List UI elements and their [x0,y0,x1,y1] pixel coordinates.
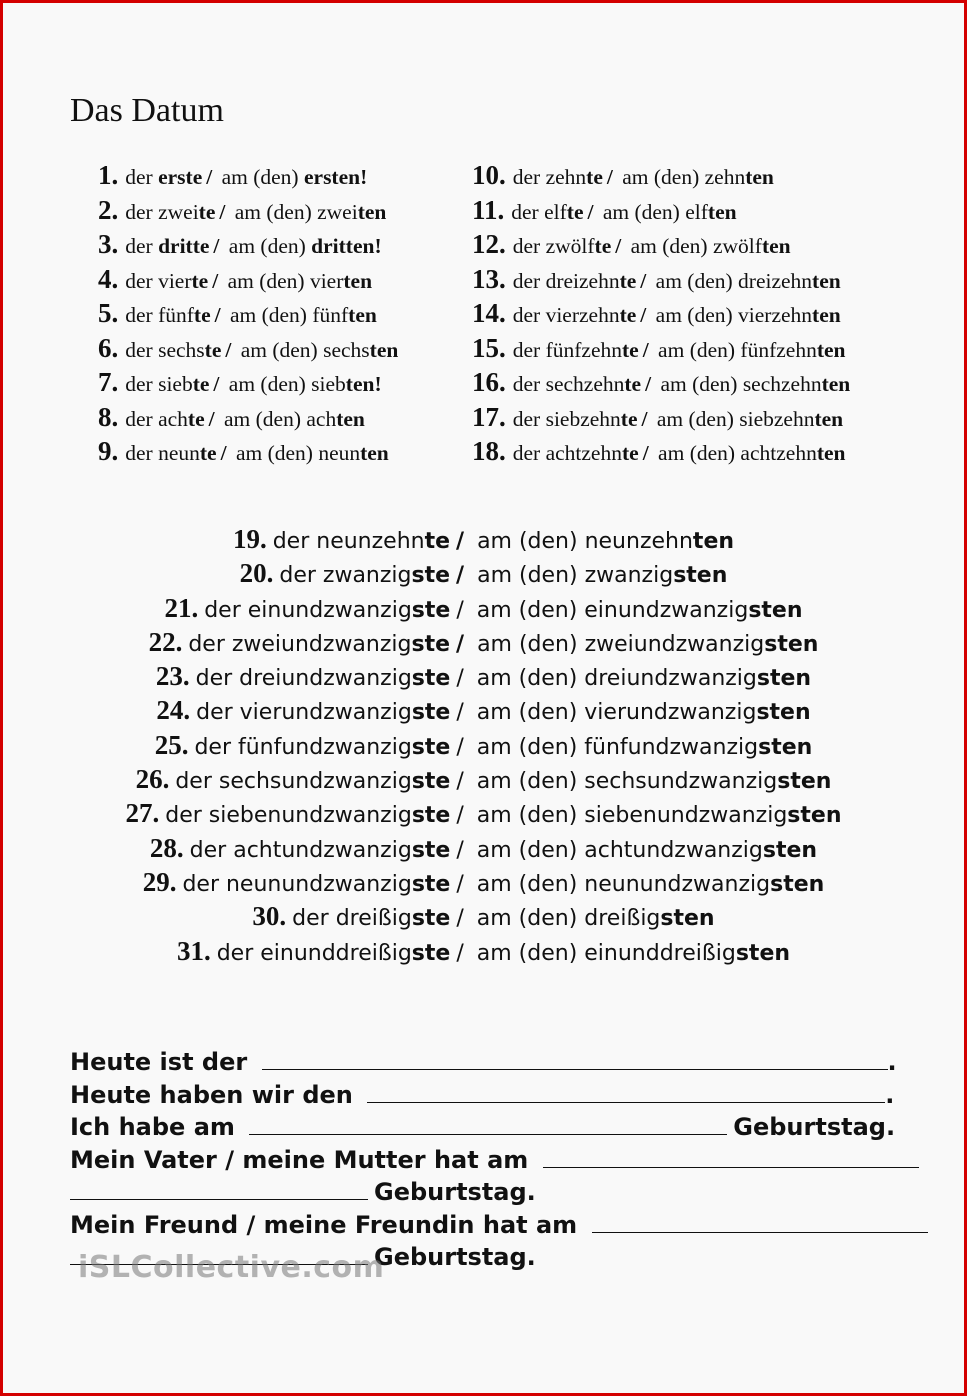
ordinal-number: 8. [98,401,119,432]
separator-slash: / [213,372,220,396]
ordinal-ending: ste [411,837,451,863]
ordinal-number: 25. [154,729,189,760]
ordinal-number: 6. [98,332,119,363]
ordinal-nominative: der vierundzwanzig [196,700,412,726]
ordinal-nominative: der zehn [512,165,587,189]
ordinal-number: 27. [125,798,160,829]
ordinal-ending: te [198,199,216,224]
geburtstag-label: Geburtstag. [374,1178,536,1206]
separator-slash: / [640,303,647,327]
ordinal-dative: am (den) neunzehn [470,529,693,554]
ordinal-row [472,400,892,435]
ordinal-nominative: der sieb [125,372,193,396]
separator-slash: / [456,631,465,657]
dative-ending: ten [692,529,735,554]
fill-line-heute-haben [70,1079,900,1112]
ordinal-dative: am (den) siebzehn [651,406,815,431]
ordinal-number: 5. [98,298,119,328]
ordinal-row [472,158,892,193]
ordinal-ending: te [199,441,217,465]
ordinal-number: 1. [98,160,119,190]
ordinal-nominative: der fünfzehn [512,337,622,362]
ordinal-row [98,262,518,297]
separator-slash: / [456,837,464,863]
separator-slash: / [219,199,226,224]
ordinal-row [472,262,892,297]
ordinal-dative: am (den) zwölf [625,234,762,258]
geburtstag-label: Geburtstag. [733,1113,896,1141]
separator-slash: / [456,529,465,554]
ordinal-ending: ste [411,597,451,623]
ordinal-number: 26. [135,764,170,795]
ordinal-dative: am (den) einundzwanzig [469,597,749,623]
ordinal-dative: am (den) vierzehn [650,303,813,327]
ordinal-number: 2. [98,194,119,225]
ordinal-nominative: der einundzwanzig [204,597,412,623]
ordinal-nominative: der dreißig [292,906,412,932]
ordinal-row [98,158,518,193]
dative-ending: ten [812,268,841,293]
ordinal-number: 17. [472,401,506,432]
ordinal-row [0,934,967,968]
ordinal-row [472,331,892,366]
separator-slash: / [456,906,464,932]
ordinal-ending: ste [411,631,451,657]
separator-slash: / [645,372,652,396]
period: . [887,1048,897,1076]
ordinal-ending: te [204,337,222,362]
ordinal-number: 12. [472,229,506,259]
ordinal-dative: am (den) achtzehn [652,441,817,465]
ordinal-nominative: der neun [125,441,200,465]
ordinal-dative: am (den) zwei [229,199,358,224]
ordinal-dative: am (den) siebenundzwanzig [469,803,788,829]
separator-slash: / [456,871,464,897]
ordinals-list-left [98,158,518,469]
period: . [885,1080,895,1109]
ordinal-nominative: der [125,165,159,189]
ordinal-row [0,728,967,762]
ordinal-number: 24. [156,695,191,726]
fill-line-freund [70,1209,900,1242]
dative-ending: dritten! [311,234,382,258]
ordinal-number: 23. [155,661,190,692]
ordinal-row [0,659,967,693]
ordinal-dative: am (den) neun [230,441,361,465]
ordinal-row [0,762,967,796]
ordinal-ending: ste [411,871,451,897]
ordinal-dative: am (den) fünfundzwanzig [469,734,759,760]
ordinal-row [0,831,967,865]
ordinal-row [0,899,967,933]
ordinal-ending: te [586,165,603,189]
ordinal-ending: ste [411,666,451,692]
ordinal-ending: te [619,303,637,327]
ordinal-row [0,556,967,590]
ordinal-row [0,796,967,830]
ordinal-row [472,365,892,400]
ordinal-nominative: der zweiundzwanzig [188,631,412,657]
ordinal-row [0,522,967,556]
separator-slash: / [212,268,219,293]
prompt-heute-haben-wir-den: Heute haben wir den [70,1080,353,1109]
ordinal-nominative: der dreizehn [512,268,620,293]
prompt-heute-ist-der: Heute ist der [70,1048,248,1076]
ordinal-row [0,693,967,727]
separator-slash: / [456,940,464,966]
ordinal-number: 16. [472,367,506,397]
separator-slash: / [587,199,594,224]
ordinal-dative: am (den) fünf [224,303,349,327]
ordinal-number: 29. [142,866,177,897]
ordinal-dative: am (den) sieb [223,372,346,396]
ordinal-ending: erste [158,165,203,189]
ordinal-row [0,865,967,899]
ordinal-ending: te [619,268,637,293]
ordinal-number: 11. [472,194,505,225]
ordinal-ending: te [192,372,210,396]
dative-ending: ten [812,303,841,327]
ordinal-ending: dritte [158,234,210,258]
separator-slash: / [456,700,464,726]
answer-blank[interactable] [592,1210,928,1233]
dative-ending: sten [787,803,842,829]
answer-blank[interactable] [249,1112,727,1135]
ordinal-ending: te [566,199,584,224]
separator-slash: / [456,666,464,692]
separator-slash: / [456,769,464,795]
dative-ending: ten [816,337,846,362]
geburtstag-label: Geburtstag. [374,1243,536,1271]
ordinal-dative: am (den) einunddreißig [469,940,736,966]
answer-blank[interactable] [543,1145,919,1168]
ordinal-number: 30. [252,901,287,932]
ordinal-ending: ste [411,906,451,932]
ordinal-dative: am (den) zweiundzwanzig [470,631,765,657]
prompt-ich-habe-am: Ich habe am [70,1113,235,1141]
dative-ending: ten [745,165,774,189]
ordinal-row [98,365,518,400]
ordinal-nominative: der siebenundzwanzig [165,803,412,829]
ordinal-nominative: der sechsundzwanzig [175,769,412,795]
ordinal-dative: am (den) sechzehn [655,372,822,396]
ordinal-number: 21. [164,592,199,623]
ordinal-dative: am (den) zehn [616,165,746,189]
ordinal-dative: am (den) neunundzwanzig [469,871,771,897]
ordinal-number: 31. [176,935,211,966]
ordinal-number: 3. [98,229,119,259]
ordinal-ending: ste [411,803,451,829]
ordinal-number: 15. [472,332,506,363]
separator-slash: / [615,234,622,258]
ordinal-dative: am (den) vier [222,268,344,293]
dative-ending: ten [336,406,365,431]
ordinal-dative: am (den) elf [597,199,708,224]
dative-ending: ten [821,372,851,396]
separator-slash: / [208,406,215,431]
ordinal-row [98,193,518,228]
answer-blank[interactable] [70,1177,368,1200]
ordinal-ending: ste [411,700,451,726]
ordinal-nominative: der einunddreißig [216,940,412,966]
page-title: Das Datum [70,92,224,129]
ordinal-nominative: der siebzehn [512,406,621,431]
ordinal-dative: am (den) dreiundzwanzig [469,666,757,692]
prompt-freund-freundin: Mein Freund / meine Freundin hat am [70,1210,578,1239]
dative-ending: sten [777,769,832,795]
ordinal-nominative: der achtundzwanzig [189,837,412,863]
ordinal-nominative: der achtzehn [512,441,622,465]
ordinal-row [98,296,518,331]
dative-ending: ten [816,441,846,465]
dative-ending: sten [660,906,715,932]
ordinals-list-right [472,158,892,469]
separator-slash: / [214,303,221,327]
ordinal-nominative: der sechs [125,337,205,362]
ordinal-row [472,227,892,262]
separator-slash: / [641,406,648,431]
ordinal-ending: ste [411,734,451,760]
separator-slash: / [640,268,647,293]
ordinal-nominative: der fünfundzwanzig [194,734,412,760]
fill-line-ich-habe [70,1111,900,1144]
ordinal-nominative: der zwölf [512,234,595,258]
ordinal-dative: am (den) zwanzig [470,563,674,589]
ordinal-dative: am (den) dreizehn [650,268,813,293]
ordinal-nominative: der vierzehn [512,303,620,327]
ordinal-dative: am (den) ach [218,406,337,431]
separator-slash: / [456,597,464,623]
dative-ending: ten [357,199,387,224]
dative-ending: sten [770,871,825,897]
watermark-logo: iSLCollective.com [78,1250,385,1285]
separator-slash: / [213,234,220,258]
answer-blank[interactable] [262,1047,888,1070]
ordinal-ending: te [191,268,209,293]
ordinal-number: 18. [472,436,506,466]
dative-ending: sten [764,631,819,657]
ordinal-nominative: der vier [125,268,192,293]
ordinal-dative: am (den) [216,165,304,189]
ordinal-number: 19. [232,524,267,554]
ordinal-row [472,193,892,228]
prompt-vater-mutter: Mein Vater / meine Mutter hat am [70,1145,529,1174]
ordinal-ending: te [624,372,642,396]
ordinal-number: 22. [148,626,183,657]
dative-ending: sten [762,837,818,863]
ordinal-ending: te [594,234,612,258]
dative-ending: sten [758,734,813,760]
dative-ending: ten [348,303,377,327]
ordinals-list-center [0,522,967,968]
dative-ending: sten [735,940,791,966]
ordinal-row [98,227,518,262]
ordinal-dative: am (den) sechsundzwanzig [469,769,778,795]
ordinal-nominative: der fünf [125,303,194,327]
ordinal-dative: am (den) fünfzehn [652,337,817,362]
separator-slash: / [220,441,227,465]
separator-slash: / [642,337,649,362]
ordinal-dative: am (den) achtundzwanzig [469,837,763,863]
ordinal-row [0,625,967,659]
ordinal-ending: ste [411,940,451,966]
ordinal-ending: te [621,337,639,362]
ordinal-ending: ste [411,769,451,795]
ordinal-number: 28. [149,832,184,863]
ordinal-row [98,331,518,366]
ordinal-nominative: der elf [511,199,567,224]
ordinal-dative: am (den) sechs [235,337,370,362]
dative-ending: sten [748,597,803,623]
ordinal-row [472,296,892,331]
dative-ending: ten [360,441,389,465]
ordinal-ending: te [620,406,638,431]
ordinal-number: 10. [472,160,506,190]
ordinal-dative: am (den) [223,234,312,258]
fill-line-today [70,1046,900,1079]
ordinal-nominative: der neunzehn [272,529,425,554]
separator-slash: / [456,563,465,589]
ordinal-number: 13. [472,263,506,294]
ordinal-row [98,400,518,435]
ordinal-nominative: der neunundzwanzig [182,871,412,897]
dative-ending: ersten! [303,165,368,189]
dative-ending: sten [673,563,728,589]
fill-line-vater-mutter-cont [70,1176,900,1209]
ordinal-nominative: der [125,234,159,258]
ordinal-number: 4. [98,263,119,294]
separator-slash: / [206,165,213,189]
ordinal-nominative: der sechzehn [512,372,625,396]
ordinal-row [472,434,892,469]
separator-slash: / [225,337,232,362]
fill-in-exercise [70,1046,900,1274]
ordinal-dative: am (den) vierundzwanzig [469,700,757,726]
ordinal-number: 14. [472,298,506,328]
ordinal-number: 7. [98,367,119,397]
dative-ending: ten! [345,372,382,396]
ordinal-ending: te [621,441,639,465]
ordinal-number: 9. [98,436,119,466]
ordinal-nominative: der zwanzig [279,563,412,589]
ordinal-ending: te [187,406,205,431]
dative-ending: ten [761,234,791,258]
dative-ending: ten [369,337,399,362]
dative-ending: sten [756,666,812,692]
fill-line-vater-mutter [70,1144,900,1177]
ordinal-row [0,591,967,625]
separator-slash: / [606,165,613,189]
separator-slash: / [642,441,649,465]
ordinal-dative: am (den) dreißig [469,906,661,932]
ordinal-nominative: der zwei [125,199,199,224]
separator-slash: / [456,734,464,760]
dative-ending: ten [814,406,844,431]
dative-ending: ten [707,199,737,224]
ordinal-number: 20. [239,558,274,589]
ordinal-ending: te [424,529,451,554]
ordinal-row [98,434,518,469]
dative-ending: ten [343,268,373,293]
dative-ending: sten [756,700,811,726]
separator-slash: / [456,803,464,829]
ordinal-nominative: der dreiundzwanzig [195,666,412,692]
ordinal-nominative: der ach [125,406,188,431]
ordinal-ending: te [193,303,211,327]
ordinal-ending: ste [411,563,451,589]
answer-blank[interactable] [367,1080,885,1103]
